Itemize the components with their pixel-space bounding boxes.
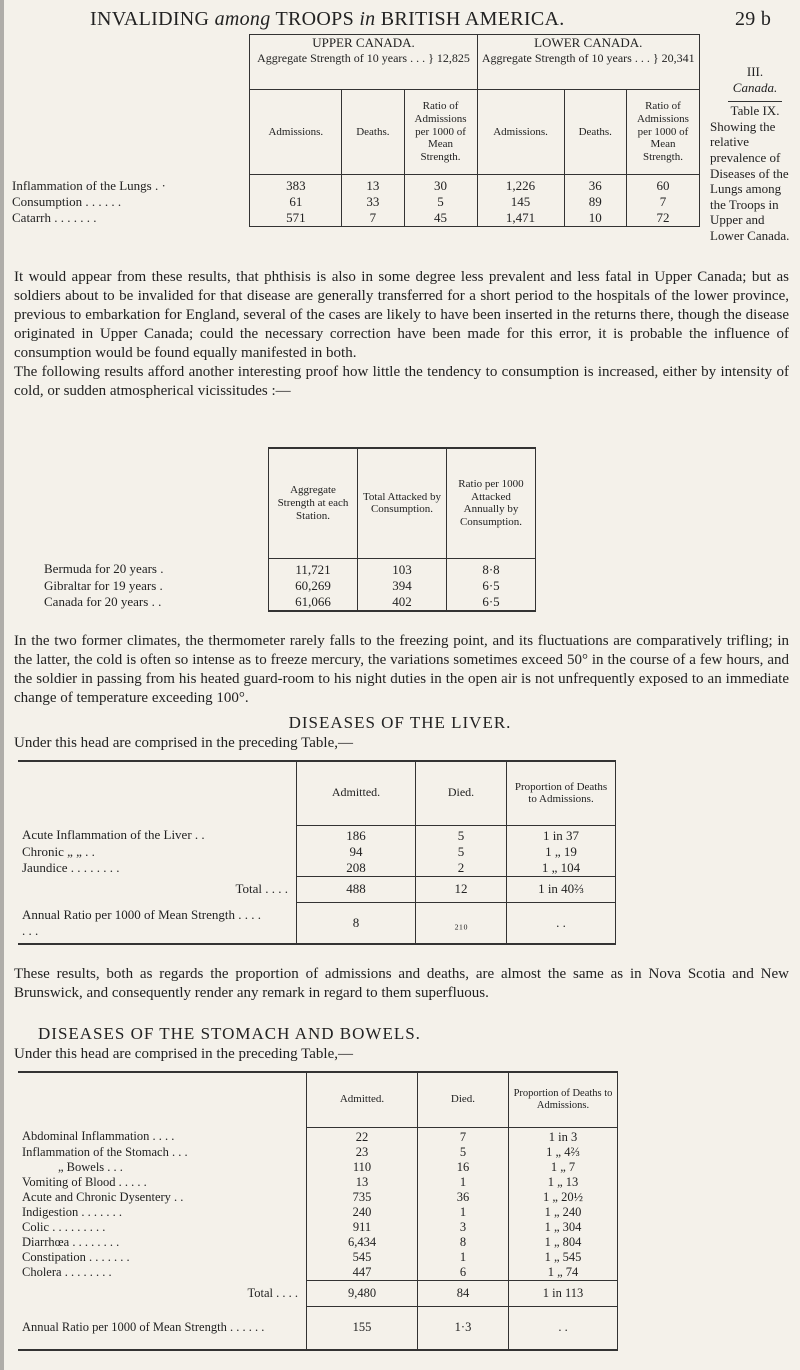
- section-heading-liver: DISEASES OF THE LIVER.: [288, 713, 512, 732]
- cell: 1: [418, 1250, 509, 1265]
- cell: 84: [418, 1280, 509, 1306]
- cell: 145: [477, 194, 564, 210]
- cell: 1 „ 74: [509, 1265, 618, 1281]
- upper-col-admissions: Admissions.: [250, 90, 342, 175]
- annual-ratio-row: [18, 1306, 618, 1350]
- table-row: [18, 1175, 618, 1190]
- table-row: [18, 1265, 618, 1281]
- table-row: [18, 860, 616, 877]
- cell: 22: [307, 1127, 418, 1145]
- cell: 1 „ 240: [509, 1205, 618, 1220]
- row-label: Vomiting of Blood . . . . .: [22, 1174, 147, 1189]
- cell: 1 in 113: [509, 1280, 618, 1306]
- cell: 545: [307, 1250, 418, 1265]
- col-died: Died.: [418, 1072, 509, 1127]
- upper-canada-head: [250, 35, 477, 90]
- cell: 6·5: [447, 594, 536, 611]
- table-row: [40, 558, 536, 578]
- row-label: Acute and Chronic Dysentery . .: [22, 1189, 184, 1204]
- row-label: Acute Inflammation of the Liver . .: [22, 827, 205, 842]
- table-row: [18, 1127, 618, 1145]
- col-admitted: Admitted.: [297, 761, 416, 825]
- cell: 1,226: [477, 175, 564, 195]
- table-row: [18, 825, 616, 844]
- cell: 9,480: [307, 1280, 418, 1306]
- stomach-bowels-table: [18, 1071, 618, 1351]
- table-row: [8, 210, 700, 227]
- col-aggregate-strength: Aggregate Strength at each Station.: [269, 448, 358, 558]
- table-row: [18, 844, 616, 860]
- table-row: [18, 1220, 618, 1235]
- lower-strength-line: Aggregate Strength of 10 years . . . } 20,341: [481, 51, 695, 65]
- cell: 10: [564, 210, 626, 227]
- row-label: Gibraltar for 19 years .: [44, 577, 163, 593]
- table-row: [8, 194, 700, 210]
- cell: 208: [297, 860, 416, 877]
- row-label: Constipation . . . . . . .: [22, 1249, 130, 1264]
- cell: 103: [358, 558, 447, 578]
- cell: 155: [307, 1306, 418, 1350]
- cell: 30: [404, 175, 477, 195]
- blank-cell: [8, 90, 250, 175]
- cell: 1 „ 4⅔: [509, 1145, 618, 1160]
- cell: 110: [307, 1160, 418, 1175]
- table-row: [40, 578, 536, 594]
- blank-cell: [40, 448, 269, 558]
- row-label: Consumption . . . . . .: [12, 194, 122, 209]
- total-row: [18, 1280, 618, 1306]
- col-proportion: Proportion of Deaths to Admissions.: [509, 1072, 618, 1127]
- cell: 2: [416, 860, 507, 877]
- col-total-attacked: Total Attacked by Consumption.: [358, 448, 447, 558]
- cell: 447: [307, 1265, 418, 1281]
- running-title-word: BRITISH AMERICA.: [380, 8, 565, 30]
- cell: 394: [358, 578, 447, 594]
- row-label: Catarrh . . . . . . .: [12, 210, 97, 225]
- total-label: Total . . . .: [247, 1285, 298, 1300]
- cell: 3: [418, 1220, 509, 1235]
- table-description: Showing the relative prevalence of Diseases of the Lungs among the Troops in Upper and Lower Canada.: [710, 118, 790, 243]
- cell: 186: [297, 825, 416, 844]
- cell: 5: [418, 1145, 509, 1160]
- lower-col-admissions: Admissions.: [477, 90, 564, 175]
- cell: 1 in 40⅔: [507, 876, 616, 902]
- table-row: [18, 1190, 618, 1205]
- cell: 33: [342, 194, 404, 210]
- paragraph-text: It would appear from these results, that phthisis is also in some degree less prevalent and less fatal in Upper Canada; but as soldiers about to be invalided for that disease are generally transferred for a short period to the hospitals of the lower province, previous to embarkation for England, several of the cases are likely to have been inserted in the returns there, though the disease originated in Upper Canada; could the necessary correction have been made for this error, it is probable the influence of consumption would be found equally manifested in both.: [14, 269, 789, 361]
- row-label: Colic . . . . . . . . .: [22, 1219, 106, 1234]
- cell: 383: [250, 175, 342, 195]
- cell: 7: [626, 194, 699, 210]
- liver-table: [18, 760, 616, 945]
- lower-canada-head: [477, 35, 699, 90]
- running-title-word: TROOPS: [275, 8, 354, 30]
- row-label: „ Bowels . . .: [58, 1159, 123, 1174]
- table-row: [18, 1235, 618, 1250]
- cell: 1 in 3: [509, 1127, 618, 1145]
- col-ratio-attacked: Ratio per 1000 Attacked Annually by Consumption.: [447, 448, 536, 558]
- cell: 5: [416, 844, 507, 860]
- running-title-word: among: [214, 8, 271, 30]
- cell: ₂₁₀: [416, 902, 507, 944]
- lower-strength-label: Aggregate Strength of 10 years . . .: [481, 51, 650, 65]
- lower-canada-title: LOWER CANADA.: [534, 35, 643, 50]
- cell: 6·5: [447, 578, 536, 594]
- col-died: Died.: [416, 761, 507, 825]
- cell: 13: [307, 1175, 418, 1190]
- lower-col-deaths: Deaths.: [564, 90, 626, 175]
- cell: 94: [297, 844, 416, 860]
- paragraph-text: In the two former climates, the thermometer rarely falls to the freezing point, and its fluctuations are comparatively trifling; in the latter, the cold is often so intense as to freeze mercury, the variations sometimes exceed 50° in the course of a few hours, and the soldier in passing from his heated guard-room to his night duties in the open air is not unfrequently exposed to an immediate change of temperature exceeding 100°.: [14, 633, 789, 706]
- cell: 16: [418, 1160, 509, 1175]
- running-title-word: INVALIDING: [90, 8, 210, 30]
- table-row: [40, 594, 536, 611]
- total-row: [18, 876, 616, 902]
- cell: . .: [509, 1306, 618, 1350]
- upper-col-deaths: Deaths.: [342, 90, 404, 175]
- cell: . .: [507, 902, 616, 944]
- cell: 89: [564, 194, 626, 210]
- cell: 8: [297, 902, 416, 944]
- table-number: Table IX.: [728, 101, 782, 119]
- cell: 36: [564, 175, 626, 195]
- row-label: Jaundice . . . . . . . .: [22, 859, 120, 875]
- running-title-word: in: [359, 8, 376, 30]
- section-number: III.: [746, 64, 764, 79]
- consumption-stations-table: [40, 447, 536, 612]
- table-row: [18, 1250, 618, 1265]
- paragraph-climates: [14, 632, 789, 708]
- lungs-table: [8, 34, 700, 227]
- cell: 60: [626, 175, 699, 195]
- cell: 8: [418, 1235, 509, 1250]
- upper-canada-title: UPPER CANADA.: [312, 35, 415, 50]
- blank-cell: [18, 761, 297, 825]
- cell: 488: [297, 876, 416, 902]
- cell: 240: [307, 1205, 418, 1220]
- cell: 1 „ 304: [509, 1220, 618, 1235]
- table-row: [18, 1205, 618, 1220]
- cell: 36: [418, 1190, 509, 1205]
- upper-strength-label: Aggregate Strength of 10 years . . .: [257, 51, 426, 65]
- page-number: 29 b: [735, 8, 772, 30]
- cell: 23: [307, 1145, 418, 1160]
- cell: 6,434: [307, 1235, 418, 1250]
- section-intro-stomach: Under this head are comprised in the preceding Table,—: [14, 1046, 353, 1062]
- blank-cell: [18, 1072, 307, 1127]
- row-label: Indigestion . . . . . . .: [22, 1204, 122, 1219]
- row-label: Diarrhœa . . . . . . . .: [22, 1234, 120, 1249]
- annual-ratio-row: [18, 902, 616, 944]
- row-label: Bermuda for 20 years .: [44, 561, 164, 576]
- cell: 1: [418, 1205, 509, 1220]
- section-province: Canada.: [732, 79, 778, 95]
- upper-strength-value: 12,825: [436, 51, 470, 65]
- row-label: Abdominal Inflammation . . . .: [22, 1129, 175, 1143]
- upper-strength-line: Aggregate Strength of 10 years . . . } 12,825: [257, 51, 470, 65]
- paragraph-liver-results: [14, 965, 789, 1003]
- cell: 61: [250, 194, 342, 210]
- cell: 5: [404, 194, 477, 210]
- cell: 11,721: [269, 558, 358, 578]
- cell: 1 „ 20½: [509, 1190, 618, 1205]
- table-row: [18, 1160, 618, 1175]
- cell: 61,066: [269, 594, 358, 611]
- cell: 12: [416, 876, 507, 902]
- row-label: Canada for 20 years . .: [44, 593, 162, 609]
- cell: 1: [418, 1175, 509, 1190]
- cell: 735: [307, 1190, 418, 1205]
- section-intro-liver: Under this head are comprised in the preceding Table,—: [14, 735, 353, 751]
- lower-strength-value: 20,341: [661, 51, 695, 65]
- annual-ratio-label: Annual Ratio per 1000 of Mean Strength . . . . . .: [18, 1306, 307, 1350]
- margin-note: [710, 64, 800, 244]
- cell: 1·3: [418, 1306, 509, 1350]
- cell: 1 „ 545: [509, 1250, 618, 1265]
- paragraph-phthisis: [14, 268, 789, 401]
- cell: 1 „ 7: [509, 1160, 618, 1175]
- cell: 7: [418, 1127, 509, 1145]
- col-proportion: Proportion of Deaths to Admissions.: [507, 761, 616, 825]
- cell: 1 „ 13: [509, 1175, 618, 1190]
- cell: 72: [626, 210, 699, 227]
- row-label: Cholera . . . . . . . .: [22, 1264, 112, 1279]
- paragraph-text: These results, both as regards the proportion of admissions and deaths, are almost the same as in Nova Scotia and New Brunswick, and consequently render any remark in regard to them superfluous.: [14, 966, 789, 1001]
- cell: 60,269: [269, 578, 358, 594]
- col-admitted: Admitted.: [307, 1072, 418, 1127]
- row-label: Inflammation of the Stomach . . .: [22, 1144, 188, 1159]
- cell: 45: [404, 210, 477, 227]
- row-label: Inflammation of the Lungs . ·: [12, 177, 166, 193]
- table-row: [18, 1145, 618, 1160]
- cell: 13: [342, 175, 404, 195]
- annual-ratio-label: Annual Ratio per 1000 of Mean Strength . . . . . . .: [18, 902, 297, 944]
- cell: 7: [342, 210, 404, 227]
- cell: 5: [416, 825, 507, 844]
- lower-col-ratio: Ratio of Admissions per 1000 of Mean Strength.: [626, 90, 699, 175]
- cell: 6: [418, 1265, 509, 1281]
- cell: 8·8: [447, 558, 536, 578]
- running-title: [90, 8, 565, 31]
- upper-col-ratio: Ratio of Admissions per 1000 of Mean Strength.: [404, 90, 477, 175]
- cell: 402: [358, 594, 447, 611]
- cell: 1 „ 804: [509, 1235, 618, 1250]
- blank-cell: [8, 35, 250, 90]
- cell: 1 in 37: [507, 825, 616, 844]
- cell: 911: [307, 1220, 418, 1235]
- cell: 1 „ 104: [507, 860, 616, 877]
- paragraph-text: The following results afford another interesting proof how little the tendency to consumption is increased, either by intensity of cold, or sudden atmospherical vicissitudes :—: [14, 364, 789, 399]
- cell: 1 „ 19: [507, 844, 616, 860]
- page-edge-shadow: [0, 0, 4, 1370]
- total-label: Total . . . .: [235, 881, 288, 896]
- table-row: [8, 175, 700, 195]
- section-heading-stomach: DISEASES OF THE STOMACH AND BOWELS.: [38, 1024, 421, 1043]
- cell: 571: [250, 210, 342, 227]
- row-label: Chronic „ „ . .: [22, 843, 95, 859]
- cell: 1,471: [477, 210, 564, 227]
